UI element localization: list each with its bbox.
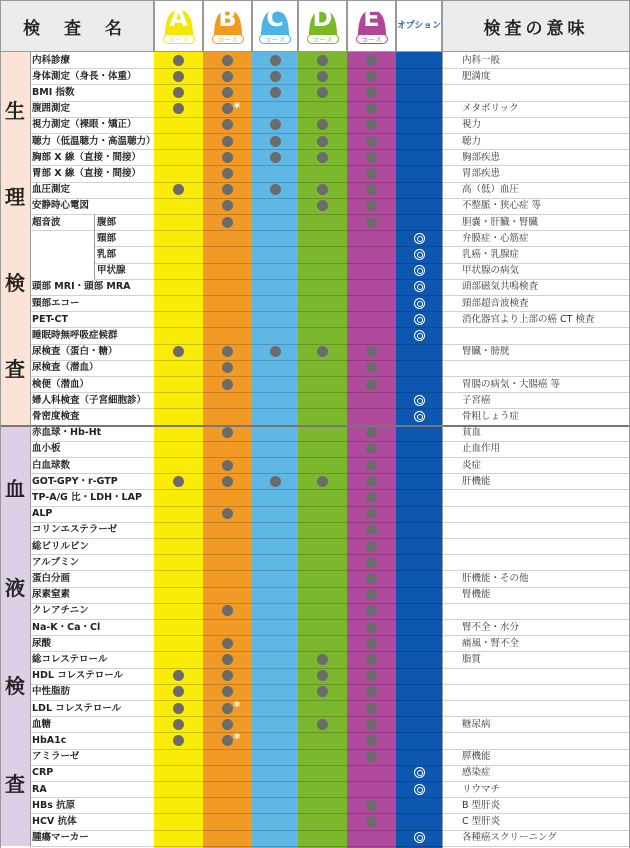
course-column-c [252,52,298,848]
exam-name: 中性脂肪 [32,686,71,698]
included-dot [366,654,377,665]
section-label-char: 査 [5,772,25,797]
included-dot [222,136,233,147]
exam-name: HDL コレステロール [32,670,124,682]
exam-name: 尿検査（蛋白・糖） [32,346,118,358]
exam-meaning: 肝機能 [462,475,491,487]
included-dot [366,622,377,633]
exam-name: RA [32,783,47,795]
row-divider [30,765,630,766]
asterisk-mark: * [233,100,241,116]
exam-meaning: 胃部疾患 [462,167,501,179]
asterisk-mark: * [233,732,241,748]
exam-name: LDL コレステロール [32,702,122,714]
row-divider [30,295,630,296]
included-dot [270,152,281,163]
exam-meaning: 消化器官より上部の癌 CT 検査 [462,313,595,325]
exam-name: 胃部 X 線（直接・間接） [32,167,141,179]
included-dot [222,703,233,714]
exam-name: 睡眠時無呼吸症候群 [32,329,118,341]
included-dot [366,476,377,487]
included-dot [317,71,328,82]
exam-name: 血小板 [32,443,61,455]
exam-meaning: 甲状腺の病気 [462,265,520,277]
included-dot [366,152,377,163]
included-dot [366,735,377,746]
option-double-circle [414,330,425,341]
exam-meaning: 腎臓・膀胱 [462,346,510,358]
section-label-char: 血 [5,477,25,502]
exam-name: 骨密度検査 [32,410,80,422]
exam-meaning: 内科一般 [462,54,501,66]
included-dot [173,71,184,82]
row-divider [30,570,630,571]
exam-name: 蛋白分画 [32,572,71,584]
row-divider [30,554,630,555]
exam-meaning: 腎機能 [462,589,491,601]
included-dot [366,719,377,730]
exam-name: HbA1c [32,734,67,746]
section-label-char: 査 [5,356,25,381]
course-badge-c [257,6,293,46]
option-double-circle [414,249,425,260]
row-divider [30,781,630,782]
course-badge-b [210,6,246,46]
included-dot [173,703,184,714]
exam-name: アルブミン [32,556,80,568]
included-dot [366,217,377,228]
exam-name: 頭部 MRI・頭部 MRA [32,281,131,293]
exam-name: 尿酸 [32,637,52,649]
exam-meaning: 止血作用 [462,443,501,455]
exam-name: GOT-GPY・r-GTP [32,475,118,487]
option-header-label: オプション [396,21,442,31]
exam-name: 聴力（低温聴力・高温聴力） [32,135,156,147]
row-divider [30,603,630,604]
section-label-char: 理 [5,184,25,209]
exam-meaning: 乳癌・乳腺症 [462,248,520,260]
course-badge-a [161,6,197,46]
exam-name: HCV 抗体 [32,815,77,827]
exam-name: アミラーゼ [32,751,80,763]
course-badge-d [305,6,341,46]
option-double-circle [414,233,425,244]
exam-meaning: 膵機能 [462,751,491,763]
included-dot [270,476,281,487]
exam-name: CRP [32,767,54,779]
row-divider [30,360,630,361]
included-dot [270,184,281,195]
exam-name: 腹囲測定 [32,103,71,115]
exam-name: Na-K・Ca・Cl [32,621,101,633]
included-dot [222,460,233,471]
course-badge-e [354,6,390,46]
exam-meaning: 肥満度 [462,70,491,82]
included-dot [366,492,377,503]
included-dot [366,541,377,552]
exam-meaning: 貧血 [462,427,482,439]
option-double-circle [414,314,425,325]
exam-meaning: 炎症 [462,459,482,471]
row-divider [30,457,630,458]
course-letter: A [169,4,188,32]
header-name-title: 検 査 名 [0,0,154,52]
row-divider [30,813,630,814]
row-divider [30,101,630,102]
course-caption: コース [356,34,388,44]
row-divider [30,327,630,328]
exam-name: 腫瘍マーカー [32,832,89,844]
exam-meaning: 頭部磁気共鳴検査 [462,281,539,293]
section-label-char: 生 [5,98,25,123]
row-divider [30,684,630,685]
course-letter: B [218,4,237,32]
included-dot [222,379,233,390]
exam-name: 尿検査（潜血） [32,362,99,374]
included-dot [366,55,377,66]
included-dot [222,152,233,163]
included-dot [270,136,281,147]
course-caption: コース [212,34,244,44]
option-double-circle [414,767,425,778]
included-dot [366,573,377,584]
included-dot [366,71,377,82]
included-dot [222,654,233,665]
exam-name: 総コレステロール [32,653,108,665]
included-dot [317,476,328,487]
exam-meaning: 胆嚢・肝臓・腎臓 [462,216,539,228]
row-divider [30,473,630,474]
course-caption: コース [259,34,291,44]
exam-meaning: 頸部超音波検査 [462,297,529,309]
included-dot [366,136,377,147]
row-divider [94,246,630,247]
included-dot [222,735,233,746]
name-column-edge [30,52,31,846]
included-dot [366,557,377,568]
exam-name: 婦人科検査（子宮細胞診） [32,394,147,406]
exam-meaning: 視力 [462,119,482,131]
meaning-column-edge [442,0,443,848]
included-dot [366,816,377,827]
exam-name: ALP [32,508,53,520]
exam-name: 頸部エコー [32,297,80,309]
exam-name: PET-CT [32,313,68,325]
included-dot [317,152,328,163]
option-double-circle [414,281,425,292]
included-dot [317,654,328,665]
row-divider [30,506,630,507]
exam-name: BMI 指数 [32,86,75,98]
included-dot [173,87,184,98]
row-divider [30,538,630,539]
exam-meaning: 弁膜症・心筋症 [462,232,529,244]
option-double-circle [414,395,425,406]
included-dot [270,119,281,130]
exam-name: 視力測定（裸眼・矯正） [32,119,137,131]
included-dot [317,719,328,730]
section-label [0,52,30,425]
included-dot [222,55,233,66]
exam-name: 身体測定（身長・体重） [32,70,137,82]
row-divider [30,587,630,588]
row-divider [94,279,630,280]
exam-name: 血圧測定 [32,184,71,196]
ultrasound-group-line [94,214,95,279]
exam-meaning: 胃腸の病気・大腸癌 等 [462,378,561,390]
exam-subname: 甲状腺 [97,265,126,277]
included-dot [270,87,281,98]
included-dot [366,168,377,179]
row-divider [30,522,630,523]
exam-subname: 腹部 [97,216,117,228]
exam-meaning: 糖尿病 [462,718,491,730]
exam-meaning: 高（低）血圧 [462,184,520,196]
included-dot [317,55,328,66]
included-dot [173,735,184,746]
exam-name: 超音波 [32,216,61,228]
row-divider [30,84,630,85]
exam-meaning: メタボリック [462,103,519,115]
included-dot [222,71,233,82]
course-caption: コース [307,34,339,44]
row-divider [30,344,630,345]
row-divider [30,408,630,409]
course-letter: E [363,4,380,32]
included-dot [222,719,233,730]
exam-name: クレアチニン [32,605,89,617]
section-divider [0,425,630,427]
exam-meaning: 不整脈・狭心症 等 [462,200,542,212]
section-label-char: 検 [5,673,25,698]
exam-meaning: 子宮癌 [462,394,491,406]
exam-meaning: 脂質 [462,653,482,665]
exam-name: 安静時心電図 [32,200,90,212]
row-divider [30,635,630,636]
included-dot [222,476,233,487]
included-dot [222,638,233,649]
included-dot [366,87,377,98]
included-dot [222,87,233,98]
included-dot [173,55,184,66]
included-dot [173,476,184,487]
exam-name: 白血球数 [32,459,71,471]
header-meaning-title: 検査の意味 [442,0,630,52]
exam-meaning: 感染症 [462,767,491,779]
course-column-option [396,52,442,848]
included-dot [366,800,377,811]
exam-name: 内科診療 [32,54,71,66]
exam-meaning: C 型肝炎 [462,815,501,827]
row-divider [30,230,630,231]
included-dot [270,71,281,82]
exam-meaning: 腎不全・水分 [462,621,520,633]
exam-meaning: 痛風・腎不全 [462,637,520,649]
exam-subname: 頸部 [97,232,117,244]
row-divider [30,182,630,183]
included-dot [173,719,184,730]
section-label-char: 液 [5,575,25,600]
section-label [0,425,30,846]
row-divider [30,797,630,798]
exam-name: 尿素窒素 [32,589,71,601]
exam-name: 血糖 [32,718,52,730]
included-dot [270,55,281,66]
exam-subname: 乳部 [97,248,117,260]
row-divider [30,749,630,750]
exam-meaning: 骨粗しょう症 [462,410,520,422]
row-divider [30,846,630,847]
option-double-circle [414,265,425,276]
option-double-circle [414,411,425,422]
included-dot [222,168,233,179]
section-label-char: 検 [5,270,25,295]
row-divider [30,651,630,652]
option-double-circle [414,832,425,843]
included-dot [366,638,377,649]
asterisk-mark: * [233,700,241,715]
included-dot [366,379,377,390]
included-dot [270,346,281,357]
exam-name: 検便（潜血） [32,378,90,390]
included-dot [366,703,377,714]
row-divider [30,441,630,442]
option-double-circle [414,784,425,795]
exam-name: 赤血球・Hb-Ht [32,427,102,439]
exam-meaning: 肝機能・その他 [462,572,529,584]
included-dot [366,460,377,471]
row-divider [30,716,630,717]
row-divider [94,263,630,264]
exam-meaning: 聴力 [462,135,482,147]
row-divider [30,214,630,215]
included-dot [222,217,233,228]
exam-meaning: B 型肝炎 [462,799,501,811]
exam-name: コリンエステラーゼ [32,524,118,536]
table-left-edge [0,0,1,848]
exam-name: TP-A/G 比・LDH・LAP [32,491,142,503]
included-dot [317,87,328,98]
exam-name: HBs 抗原 [32,799,76,811]
exam-meaning: 各種癌スクリーニング [462,832,557,844]
course-caption: コース [163,34,195,44]
exam-meaning: リウマチ [462,783,501,795]
course-letter: C [266,4,284,32]
row-divider [30,732,630,733]
option-double-circle [414,298,425,309]
exam-name: 胸部 X 線（直接・間接） [32,151,141,163]
course-letter: D [312,4,333,32]
exam-meaning: 胸部疾患 [462,151,501,163]
row-divider [30,619,630,620]
exam-name: 総ビリルビン [32,540,90,552]
included-dot [317,136,328,147]
